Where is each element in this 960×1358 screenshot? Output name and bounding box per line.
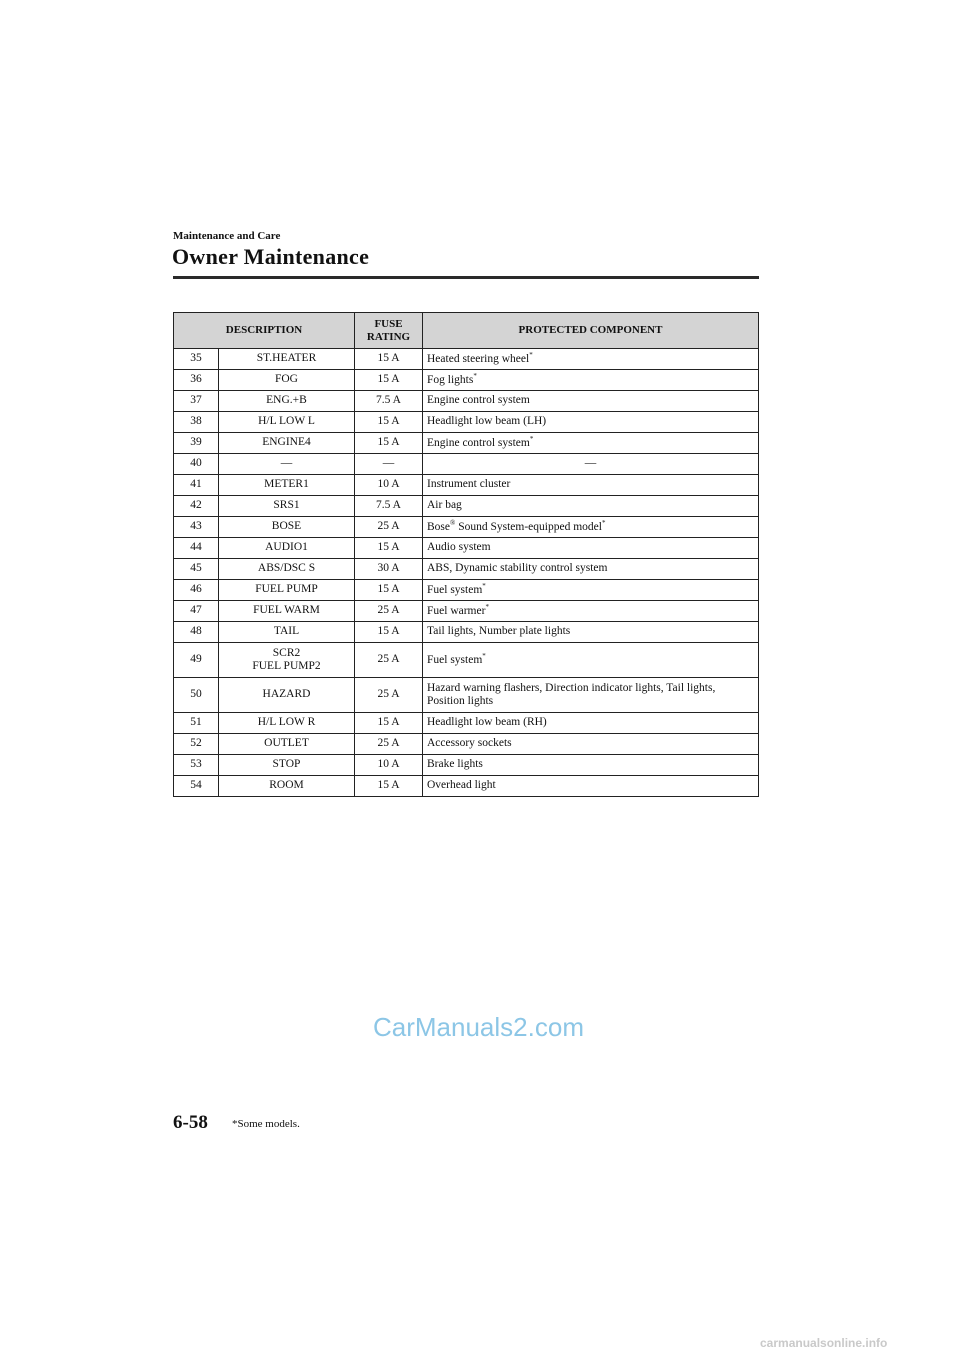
fuse-number-cell (174, 755, 219, 776)
protected-component: Brake lights (427, 758, 483, 771)
fuse-number: 37 (190, 394, 202, 407)
protected-component-line (427, 652, 754, 667)
fuse-number-cell (174, 643, 219, 678)
protected-component-line (427, 625, 754, 638)
fuse-number-cell (174, 391, 219, 412)
fuse-description-line2: FUEL PUMP2 (252, 660, 321, 672)
fuse-table (173, 312, 759, 797)
protected-component-line (427, 682, 754, 695)
registered-mark: ® (450, 519, 456, 528)
fuse-description-cell (219, 580, 355, 601)
protected-component-line2: Position lights (427, 695, 494, 707)
some-models-asterisk: * (485, 603, 489, 612)
fuse-rating: 7.5 A (376, 394, 401, 407)
fuse-description: ENG.+B (266, 394, 307, 407)
protected-component-cell (423, 475, 759, 496)
fuse-number-cell (174, 538, 219, 559)
fuse-description-cell (219, 370, 355, 391)
fuse-rating: 25 A (377, 688, 400, 701)
fuse-description-cell (219, 559, 355, 580)
fuse-number-cell (174, 475, 219, 496)
protected-component-line (427, 372, 754, 387)
fuse-number-cell (174, 580, 219, 601)
fuse-rating-cell (355, 734, 423, 755)
fuse-number: 48 (190, 625, 202, 638)
fuse-description: H/L LOW L (258, 415, 315, 428)
protected-component-line (427, 457, 754, 470)
fuse-number: 42 (190, 499, 202, 512)
protected-component-line (427, 541, 754, 554)
fuse-number-cell (174, 734, 219, 755)
fuse-rating: 15 A (377, 779, 400, 792)
header-protected-component: PROTECTED COMPONENT (423, 313, 759, 349)
fuse-number: 53 (190, 758, 202, 771)
protected-component: Fuel system (427, 584, 483, 597)
some-models-asterisk: * (529, 351, 533, 360)
fuse-number-cell (174, 622, 219, 643)
fuse-description: ENGINE4 (262, 436, 311, 449)
fuse-number: 47 (190, 604, 202, 617)
fuse-description: FOG (274, 373, 298, 386)
fuse-rating-cell (355, 370, 423, 391)
protected-component: Sound System-equipped model (455, 521, 602, 534)
table-row (174, 496, 759, 517)
fuse-description-cell (219, 622, 355, 643)
protected-component: Audio system (427, 541, 491, 554)
fuse-rating-cell (355, 496, 423, 517)
fuse-description: METER1 (264, 478, 309, 491)
fuse-number-cell (174, 370, 219, 391)
protected-component: Headlight low beam (RH) (427, 716, 547, 729)
fuse-number: 43 (190, 520, 202, 533)
protected-component-cell (423, 454, 759, 475)
protected-component-cell (423, 391, 759, 412)
fuse-description: SRS1 (273, 499, 300, 512)
fuse-description-cell (219, 349, 355, 370)
fuse-description: H/L LOW R (257, 716, 316, 729)
protected-component-line (427, 351, 754, 366)
fuse-description: SCR2 (272, 646, 301, 659)
protected-component-cell (423, 643, 759, 678)
fuse-rating: 15 A (377, 373, 400, 386)
fuse-rating-cell (355, 622, 423, 643)
fuse-number: 54 (190, 779, 202, 792)
fuse-rating: 25 A (377, 604, 400, 617)
fuse-number-cell (174, 601, 219, 622)
protected-component-cell (423, 734, 759, 755)
fuse-rating-cell (355, 559, 423, 580)
table-row (174, 391, 759, 412)
protected-component-cell (423, 370, 759, 391)
fuse-number-cell (174, 433, 219, 454)
fuse-description: BOSE (271, 520, 302, 533)
protected-component-line (427, 582, 754, 597)
protected-component: Instrument cluster (427, 478, 511, 491)
fuse-rating: 15 A (377, 436, 400, 449)
protected-component: Fog lights (427, 374, 474, 387)
fuse-rating-cell (355, 517, 423, 538)
some-models-asterisk: * (473, 372, 477, 381)
fuse-rating: 25 A (377, 653, 400, 666)
table-row (174, 370, 759, 391)
table-row (174, 412, 759, 433)
table-row (174, 580, 759, 601)
protected-component-line (427, 435, 754, 450)
protected-component-cell (423, 601, 759, 622)
protected-component: Tail lights, Number plate lights (427, 625, 571, 638)
fuse-description-cell (219, 517, 355, 538)
protected-component-cell (423, 755, 759, 776)
protected-component-line (427, 716, 754, 729)
protected-component-line (427, 519, 754, 534)
header-fuse-rating (355, 313, 423, 349)
fuse-description: TAIL (273, 625, 300, 638)
watermark-logo: CarManuals2.com (373, 1012, 584, 1042)
table-row (174, 349, 759, 370)
fuse-number: 46 (190, 583, 202, 596)
table-row (174, 713, 759, 734)
protected-component: Air bag (427, 499, 462, 512)
page-title: Owner Maintenance (172, 244, 370, 269)
table-row (174, 643, 759, 678)
table-row (174, 538, 759, 559)
fuse-rating: 7.5 A (376, 499, 401, 512)
protected-component-cell (423, 517, 759, 538)
fuse-rating-cell (355, 713, 423, 734)
fuse-number: 39 (190, 436, 202, 449)
fuse-rating: 15 A (377, 541, 400, 554)
protected-component-cell (423, 412, 759, 433)
fuse-number: 35 (190, 352, 202, 365)
fuse-number: 36 (190, 373, 202, 386)
fuse-description: ST.HEATER (256, 352, 317, 365)
fuse-number-cell (174, 454, 219, 475)
fuse-description-cell (219, 734, 355, 755)
fuse-rating-cell (355, 776, 423, 797)
fuse-description: — (280, 457, 293, 470)
some-models-asterisk: * (482, 582, 486, 591)
protected-component-line (427, 779, 754, 792)
fuse-description-cell (219, 475, 355, 496)
fuse-description-cell (219, 538, 355, 559)
fuse-description: HAZARD (262, 688, 311, 701)
page-number: 6-58 (173, 1112, 208, 1133)
fuse-number: 41 (190, 478, 202, 491)
footnote: *Some models. (232, 1118, 300, 1130)
component-brand: Bose (427, 521, 450, 534)
protected-component-line (427, 562, 754, 575)
fuse-rating: 15 A (377, 583, 400, 596)
fuse-number-cell (174, 713, 219, 734)
protected-component-line (427, 603, 754, 618)
fuse-rating-cell (355, 643, 423, 678)
fuse-description-cell (219, 454, 355, 475)
fuse-rating-cell (355, 433, 423, 454)
protected-component-line (427, 415, 754, 428)
protected-component: Headlight low beam (LH) (427, 415, 547, 428)
fuse-number-cell (174, 678, 219, 713)
table-row (174, 678, 759, 713)
fuse-description-cell (219, 391, 355, 412)
protected-component: Accessory sockets (427, 737, 512, 750)
fuse-description-cell (219, 678, 355, 713)
fuse-description-cell (219, 713, 355, 734)
fuse-rating: 25 A (377, 737, 400, 750)
table-row (174, 454, 759, 475)
fuse-number-cell (174, 349, 219, 370)
fuse-number-cell (174, 517, 219, 538)
protected-component-line (427, 758, 754, 771)
protected-component-line (427, 394, 754, 407)
fuse-number: 40 (190, 457, 202, 470)
fuse-number-cell (174, 412, 219, 433)
protected-component: ABS, Dynamic stability control system (427, 562, 608, 575)
protected-component-line (427, 478, 754, 491)
protected-component-cell (423, 622, 759, 643)
fuse-number-cell (174, 559, 219, 580)
protected-component: — (584, 457, 597, 470)
fuse-description: AUDIO1 (265, 541, 308, 554)
fuse-number: 44 (190, 541, 202, 554)
fuse-rating-cell (355, 391, 423, 412)
fuse-rating-cell (355, 678, 423, 713)
protected-component-line (427, 737, 754, 750)
fuse-description-cell (219, 643, 355, 678)
fuse-description: STOP (272, 758, 301, 771)
protected-component-cell (423, 713, 759, 734)
fuse-number: 38 (190, 415, 202, 428)
fuse-table-body (174, 349, 759, 797)
some-models-asterisk: * (482, 652, 486, 661)
fuse-rating-cell (355, 349, 423, 370)
some-models-asterisk: * (601, 519, 606, 528)
protected-component-cell (423, 776, 759, 797)
protected-component-cell (423, 349, 759, 370)
protected-component: Engine control system (427, 437, 530, 450)
table-row (174, 734, 759, 755)
fuse-rating: 10 A (377, 478, 400, 491)
fuse-description: ROOM (269, 779, 304, 792)
table-row (174, 776, 759, 797)
protected-component-cell (423, 433, 759, 454)
fuse-rating-cell (355, 601, 423, 622)
fuse-number-cell (174, 496, 219, 517)
fuse-number: 49 (190, 653, 202, 666)
fuse-rating-cell (355, 538, 423, 559)
fuse-description: FUEL PUMP (255, 583, 318, 596)
protected-component-cell (423, 559, 759, 580)
fuse-description: OUTLET (264, 737, 309, 750)
fuse-description-cell (219, 776, 355, 797)
table-row (174, 433, 759, 454)
fuse-description-cell (219, 755, 355, 776)
fuse-rating: — (382, 457, 395, 470)
fuse-rating-cell (355, 475, 423, 496)
protected-component: Fuel system (427, 654, 483, 667)
fuse-rating-cell (355, 755, 423, 776)
table-row (174, 622, 759, 643)
title-rule (173, 276, 759, 279)
fuse-number-cell (174, 776, 219, 797)
protected-component: Hazard warning flashers, Direction indicator lights, Tail lights, (427, 681, 716, 694)
protected-component-line (427, 499, 754, 512)
protected-component-cell (423, 678, 759, 713)
header-description: DESCRIPTION (174, 313, 355, 349)
protected-component: Heated steering wheel (427, 353, 530, 366)
table-row (174, 559, 759, 580)
fuse-rating: 15 A (377, 625, 400, 638)
table-row (174, 475, 759, 496)
table-row (174, 601, 759, 622)
fuse-description: FUEL WARM (253, 604, 320, 617)
watermark-corner: carmanualsonline.info (760, 1336, 888, 1350)
header-rating-line2: RATING (366, 330, 411, 343)
fuse-description-cell (219, 601, 355, 622)
fuse-description-cell (219, 496, 355, 517)
fuse-number: 50 (190, 688, 202, 701)
protected-component: Fuel warmer (427, 605, 486, 618)
protected-component: Overhead light (427, 779, 496, 792)
fuse-rating: 25 A (377, 520, 400, 533)
fuse-rating: 30 A (377, 562, 400, 575)
section-label: Maintenance and Care (173, 230, 281, 242)
table-row (174, 755, 759, 776)
fuse-rating-cell (355, 454, 423, 475)
fuse-rating-cell (355, 580, 423, 601)
fuse-description-cell (219, 433, 355, 454)
some-models-asterisk: * (529, 435, 534, 444)
fuse-rating: 15 A (377, 415, 400, 428)
protected-component-cell (423, 538, 759, 559)
protected-component-cell (423, 580, 759, 601)
fuse-description: ABS/DSC S (257, 562, 316, 575)
header-rating-line1: FUSE (374, 317, 403, 330)
fuse-number: 52 (190, 737, 202, 750)
table-row (174, 517, 759, 538)
protected-component: Engine control system (427, 394, 530, 407)
table-header-row (174, 313, 759, 349)
fuse-number: 45 (190, 562, 202, 575)
fuse-rating-cell (355, 412, 423, 433)
fuse-rating: 15 A (377, 352, 400, 365)
fuse-rating: 15 A (377, 716, 400, 729)
fuse-number: 51 (190, 716, 202, 729)
fuse-rating: 10 A (377, 758, 400, 771)
fuse-description-cell (219, 412, 355, 433)
protected-component-cell (423, 496, 759, 517)
